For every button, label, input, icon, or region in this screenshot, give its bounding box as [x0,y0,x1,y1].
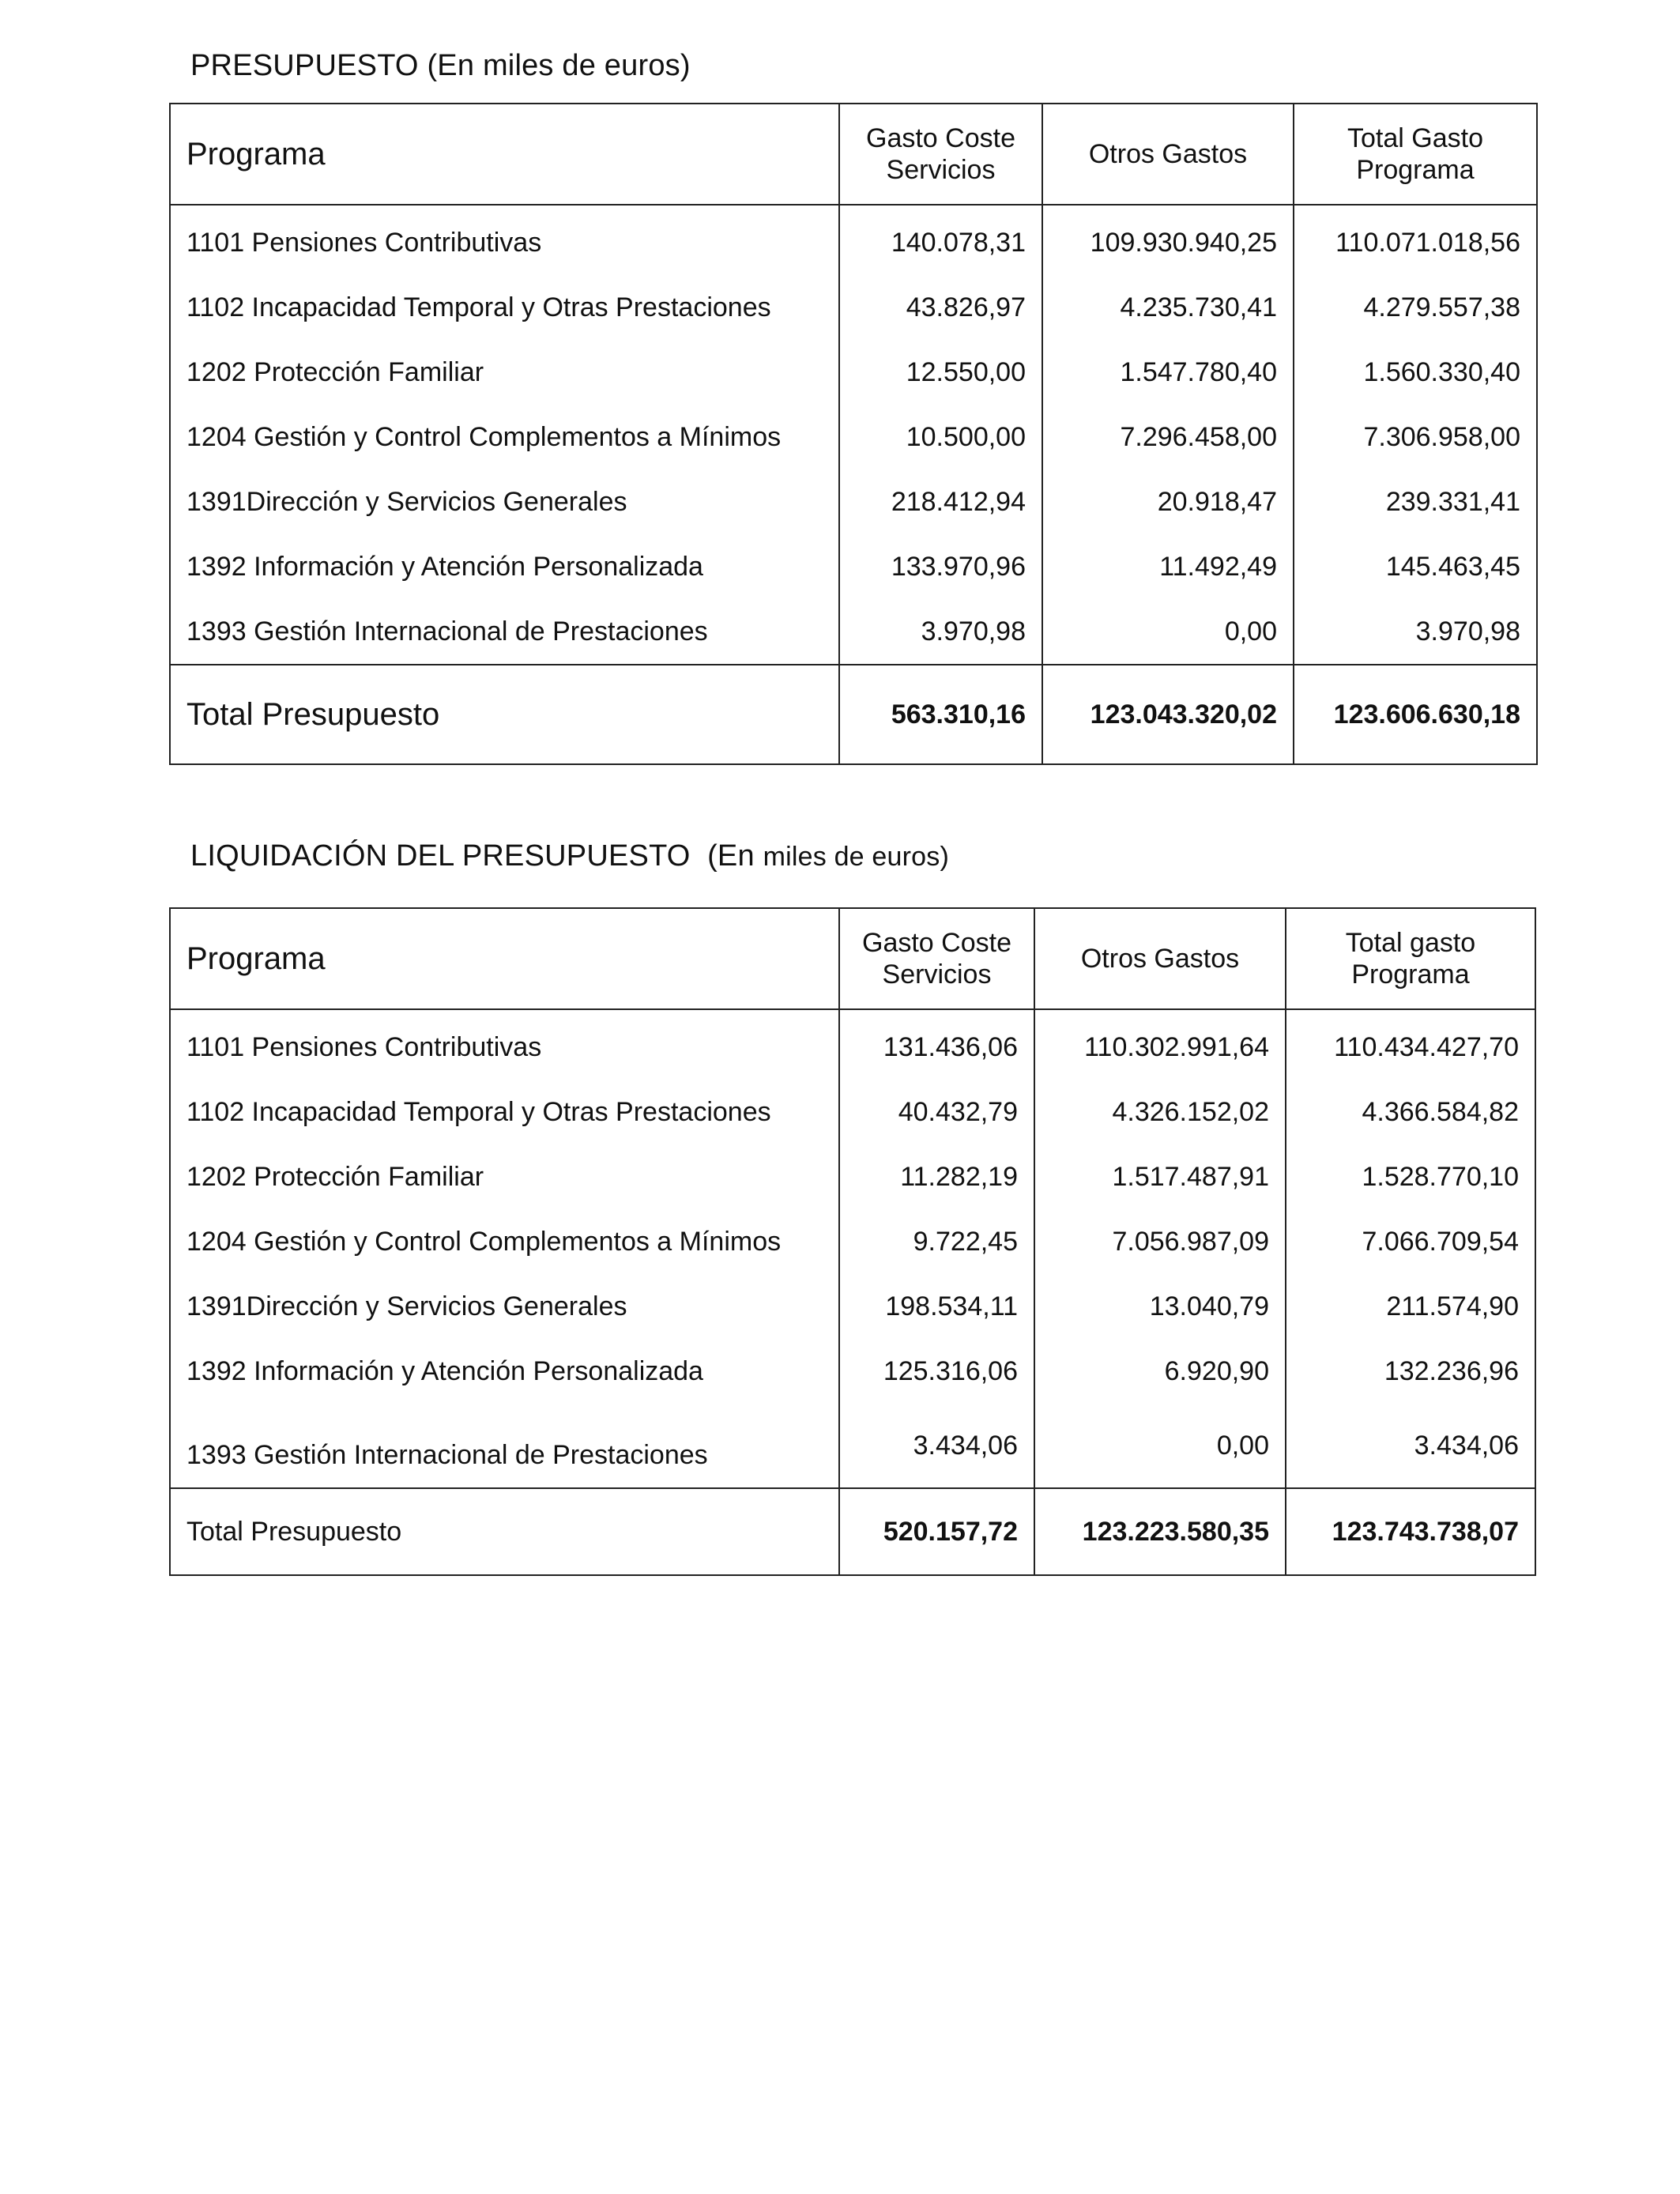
liquidacion-units-b: miles de euros) [763,842,949,872]
table-row [170,205,1537,275]
table-row [170,1144,1535,1209]
presupuesto-title [190,49,691,83]
header-total-line2: Programa [1351,959,1470,990]
row-otros-gastos: 109.930.940,25 [1042,205,1294,275]
table-row [170,599,1537,665]
row-total: 110.434.427,70 [1286,1009,1535,1080]
header-gasto-coste-line2: Servicios [886,155,996,185]
row-gasto-coste: 40.432,79 [839,1080,1034,1144]
total-otros-gastos: 123.223.580,35 [1034,1488,1286,1575]
header-total-line1: Total Gasto [1347,123,1483,153]
header-otros-gastos: Otros Gastos [1042,104,1294,205]
header-total [1294,104,1537,205]
table-row [170,340,1537,405]
row-gasto-coste: 125.316,06 [839,1339,1034,1404]
row-programa: 1393 Gestión Internacional de Prestaciones [170,1404,839,1488]
row-total: 4.366.584,82 [1286,1080,1535,1144]
presupuesto-title-text: PRESUPUESTO [190,49,419,82]
row-otros-gastos: 4.326.152,02 [1034,1080,1286,1144]
row-gasto-coste: 3.970,98 [839,599,1042,665]
row-gasto-coste: 11.282,19 [839,1144,1034,1209]
row-gasto-coste: 198.534,11 [839,1274,1034,1339]
table-row [170,1009,1535,1080]
row-programa: 1393 Gestión Internacional de Prestaciones [170,599,839,665]
table-row [170,1339,1535,1404]
total-total: 123.743.738,07 [1286,1488,1535,1575]
table-row [170,1404,1535,1488]
row-programa: 1101 Pensiones Contributivas [170,205,839,275]
row-gasto-coste: 131.436,06 [839,1009,1034,1080]
total-gasto-coste: 520.157,72 [839,1488,1034,1575]
header-gasto-coste-line2: Servicios [882,959,992,990]
total-row [170,665,1537,764]
header-programa: Programa [170,908,839,1009]
row-programa: 1391Dirección y Servicios Generales [170,469,839,534]
row-otros-gastos: 0,00 [1042,599,1294,665]
total-otros-gastos: 123.043.320,02 [1042,665,1294,764]
row-programa: 1202 Protección Familiar [170,340,839,405]
total-label: Total Presupuesto [170,665,839,764]
row-gasto-coste: 218.412,94 [839,469,1042,534]
table-row [170,469,1537,534]
table-row [170,405,1537,469]
row-programa: 1204 Gestión y Control Complementos a Mínimos [170,1209,839,1274]
header-programa: Programa [170,104,839,205]
header-total-line2: Programa [1356,155,1475,185]
total-gasto-coste: 563.310,16 [839,665,1042,764]
row-otros-gastos: 0,00 [1034,1404,1286,1488]
table-row [170,1274,1535,1339]
row-total: 7.306.958,00 [1294,405,1537,469]
row-total: 239.331,41 [1294,469,1537,534]
row-programa: 1101 Pensiones Contributivas [170,1009,839,1080]
row-otros-gastos: 7.296.458,00 [1042,405,1294,469]
row-gasto-coste: 140.078,31 [839,205,1042,275]
liquidacion-table [169,907,1536,1576]
header-gasto-coste-line1: Gasto Coste [866,123,1015,153]
row-otros-gastos: 7.056.987,09 [1034,1209,1286,1274]
table-row [170,275,1537,340]
row-total: 132.236,96 [1286,1339,1535,1404]
row-total: 211.574,90 [1286,1274,1535,1339]
table-row [170,1080,1535,1144]
row-programa: 1102 Incapacidad Temporal y Otras Prestaciones [170,1080,839,1144]
row-total: 7.066.709,54 [1286,1209,1535,1274]
row-programa: 1204 Gestión y Control Complementos a Mínimos [170,405,839,469]
row-otros-gastos: 13.040,79 [1034,1274,1286,1339]
liquidacion-title [190,839,949,873]
row-programa: 1102 Incapacidad Temporal y Otras Prestaciones [170,275,839,340]
header-otros-gastos: Otros Gastos [1034,908,1286,1009]
liquidacion-units-a: (En [707,839,755,873]
row-gasto-coste: 133.970,96 [839,534,1042,599]
header-total-line1: Total gasto [1345,928,1476,958]
table-header-row [170,908,1535,1009]
table-header-row [170,104,1537,205]
row-gasto-coste: 9.722,45 [839,1209,1034,1274]
presupuesto-units: (En miles de euros) [427,49,691,82]
row-total: 4.279.557,38 [1294,275,1537,340]
row-total: 1.560.330,40 [1294,340,1537,405]
table-row [170,534,1537,599]
row-total: 145.463,45 [1294,534,1537,599]
total-label: Total Presupuesto [170,1488,839,1575]
liquidacion-title-text: LIQUIDACIÓN DEL PRESUPUESTO [190,839,691,873]
row-programa: 1392 Información y Atención Personalizada [170,534,839,599]
table-row [170,1209,1535,1274]
row-total: 3.970,98 [1294,599,1537,665]
row-total: 110.071.018,56 [1294,205,1537,275]
row-gasto-coste: 10.500,00 [839,405,1042,469]
row-total: 3.434,06 [1286,1404,1535,1488]
presupuesto-table [169,103,1538,765]
row-total: 1.528.770,10 [1286,1144,1535,1209]
row-otros-gastos: 6.920,90 [1034,1339,1286,1404]
header-gasto-coste [839,908,1034,1009]
row-gasto-coste: 12.550,00 [839,340,1042,405]
header-gasto-coste-line1: Gasto Coste [862,928,1011,958]
row-otros-gastos: 1.547.780,40 [1042,340,1294,405]
header-gasto-coste [839,104,1042,205]
row-programa: 1391Dirección y Servicios Generales [170,1274,839,1339]
row-gasto-coste: 3.434,06 [839,1404,1034,1488]
row-otros-gastos: 20.918,47 [1042,469,1294,534]
row-otros-gastos: 1.517.487,91 [1034,1144,1286,1209]
row-otros-gastos: 4.235.730,41 [1042,275,1294,340]
row-otros-gastos: 11.492,49 [1042,534,1294,599]
header-total [1286,908,1535,1009]
row-gasto-coste: 43.826,97 [839,275,1042,340]
row-otros-gastos: 110.302.991,64 [1034,1009,1286,1080]
total-total: 123.606.630,18 [1294,665,1537,764]
total-row [170,1488,1535,1575]
row-programa: 1202 Protección Familiar [170,1144,839,1209]
row-programa: 1392 Información y Atención Personalizada [170,1339,839,1404]
